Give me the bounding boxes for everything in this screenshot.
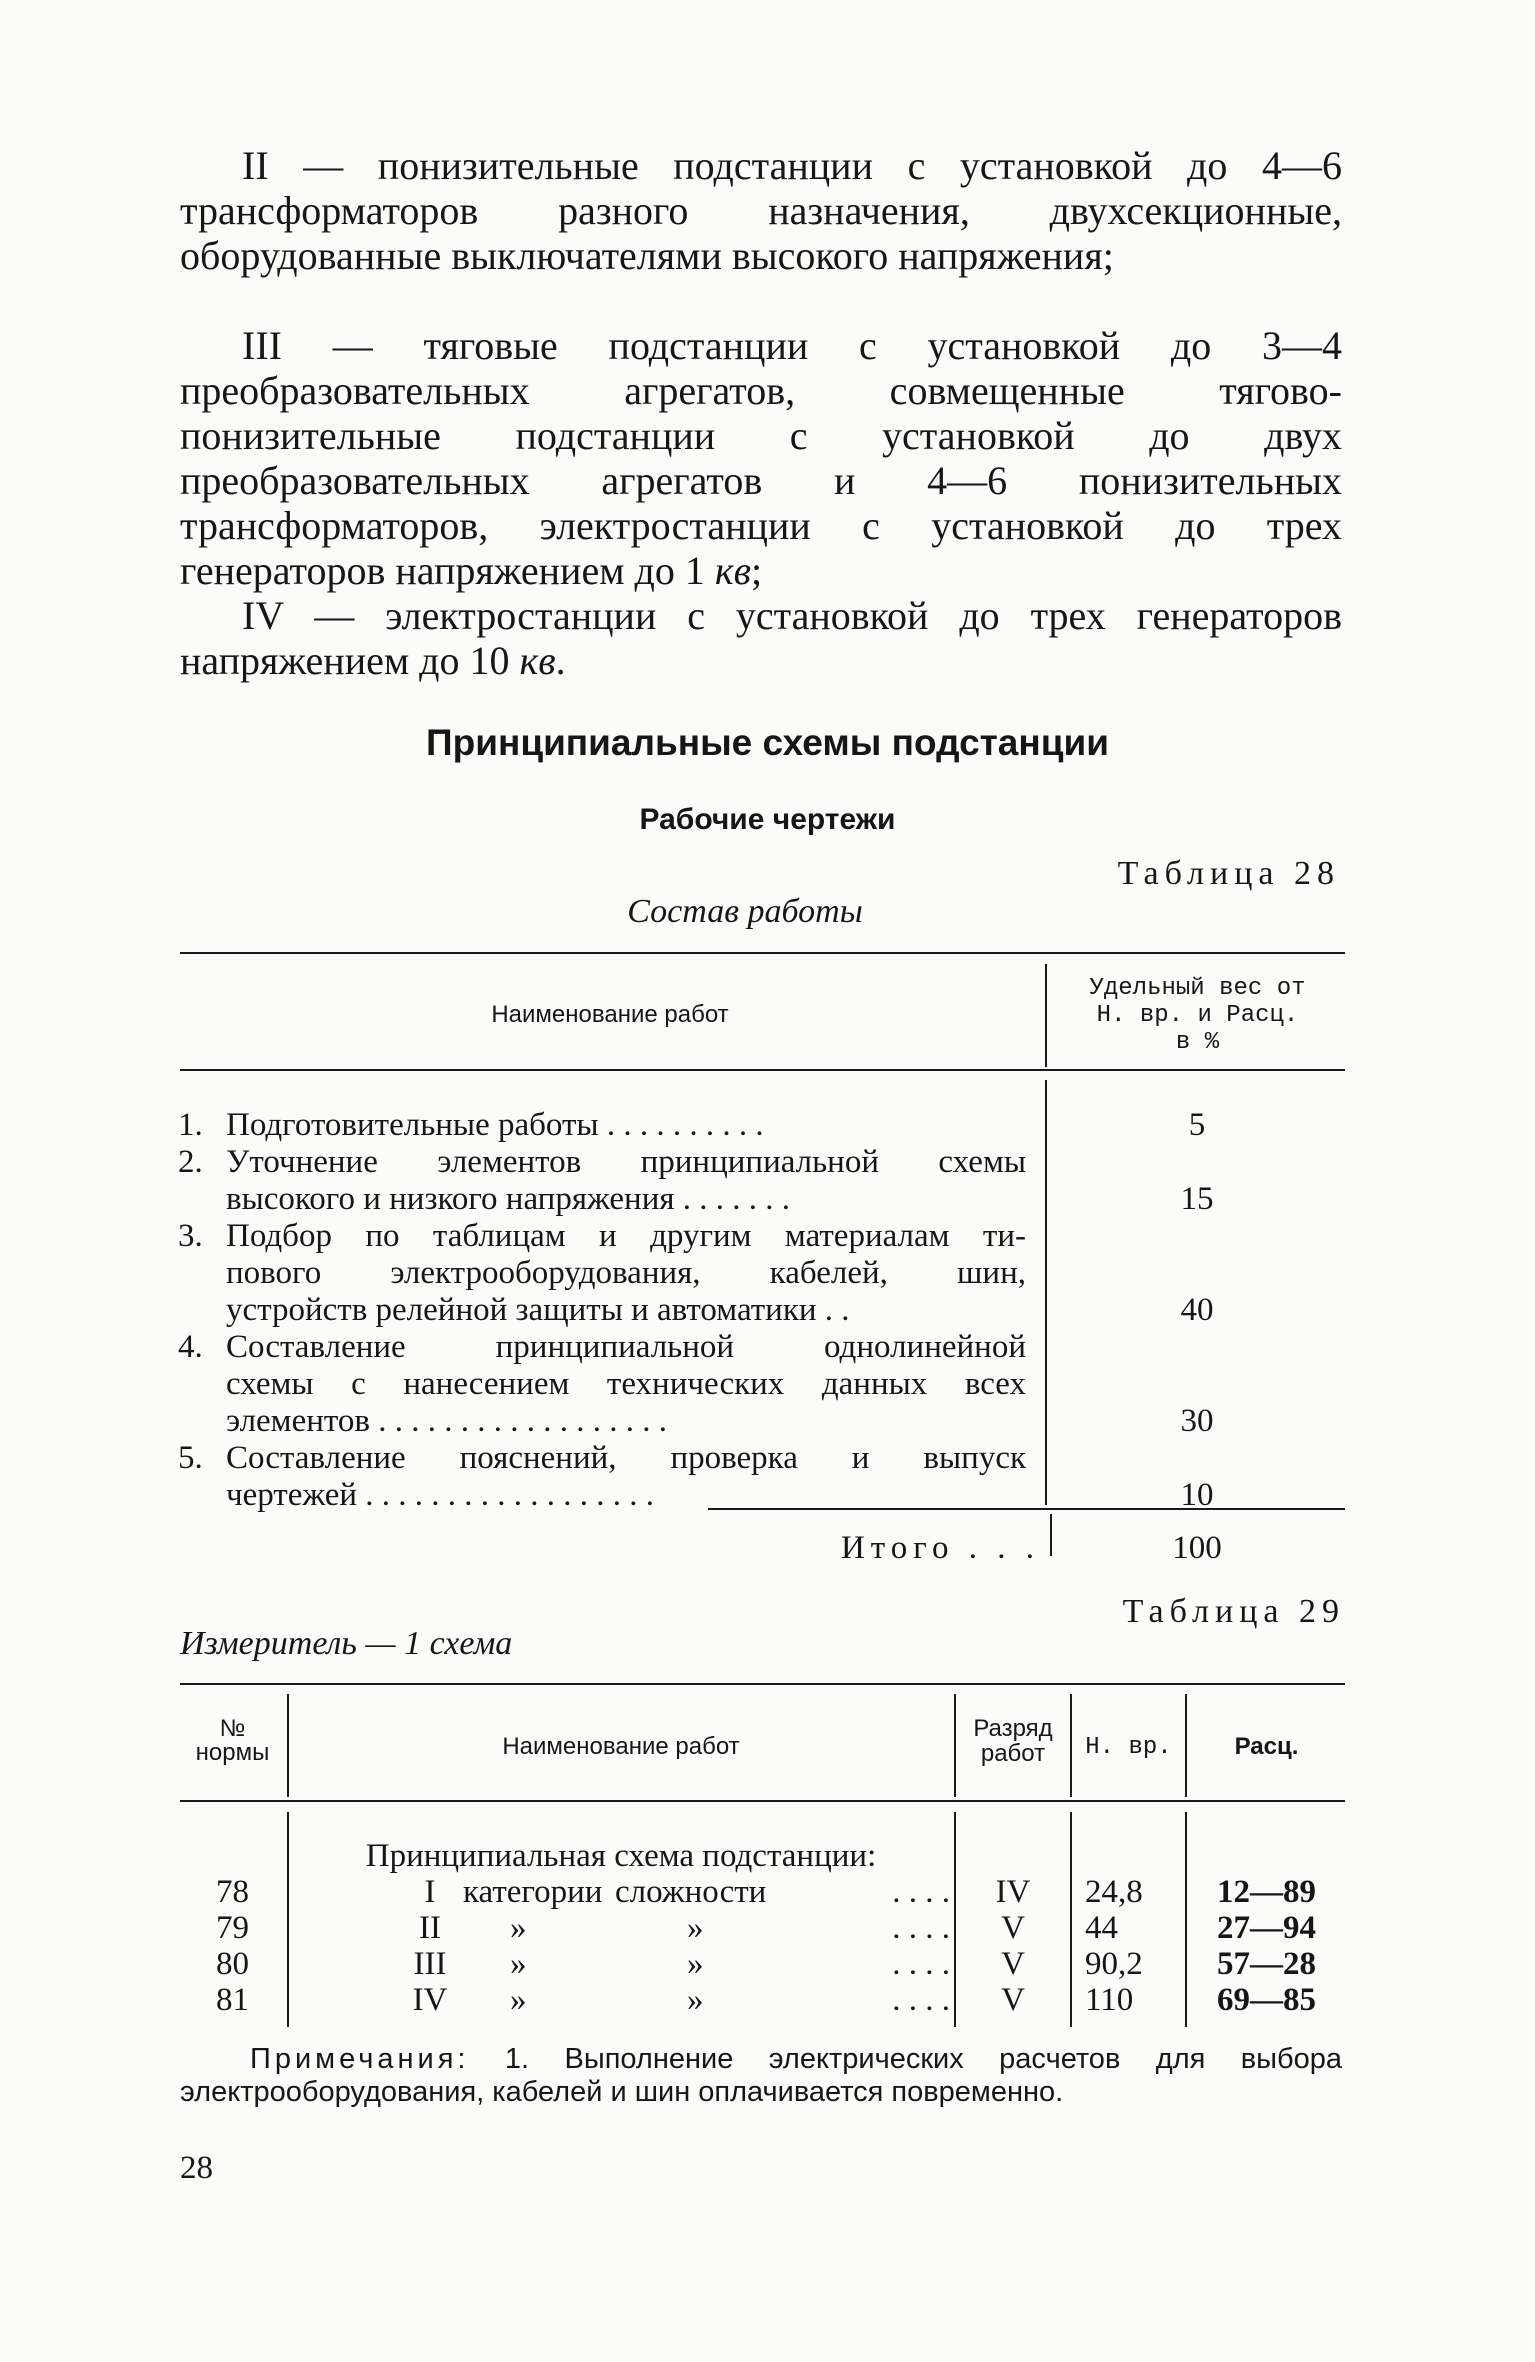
rate: 69—85	[1217, 1982, 1316, 2018]
paragraph-text: — тяговые подстанции с установкой до 3—4 преобразовательных агрегатов, совмещенные тягово-понизительные подстанции с установкой до двух преобразовательных агрегатов и 4—6 понизительных трансформаторов, электростанции с установкой до трех генераторов напряжением до 1	[180, 323, 1342, 593]
paragraph-category-2	[180, 143, 1342, 278]
weight-value: 15	[1180, 1181, 1214, 1217]
table-29-divider	[1070, 1694, 1072, 1797]
row-number: 1.	[178, 1107, 203, 1143]
note-text: 1. Выполнение электрических расчетов для выбора электрооборудования, кабелей и шин оплачивается повременно.	[180, 2043, 1342, 2108]
weight-value: 30	[1180, 1403, 1214, 1439]
col-weight-line: Удельный вес от	[1089, 975, 1306, 1002]
table-28-body	[178, 1107, 1048, 1513]
roman-numeral: II	[242, 143, 269, 188]
col-grade-line: работ	[980, 1740, 1046, 1767]
table-28-top-rule	[180, 952, 1345, 954]
table-28-total-value: 100	[1172, 1530, 1222, 1566]
row-text: элементов . . . . . . . . . . . . . . . . . .	[226, 1403, 667, 1439]
table-28-header-divider	[1045, 964, 1047, 1067]
row-text: Составление принципиальной однолинейной	[226, 1329, 1026, 1365]
table-28-header-rule	[180, 1069, 1345, 1071]
table-29-col-name: Наименование работ	[502, 1733, 740, 1760]
grade: IV	[995, 1874, 1031, 1910]
roman-numeral: III	[242, 323, 282, 368]
row-number: 2.	[178, 1144, 203, 1180]
paragraph-text: — электростанции с установкой до трех генераторов напряжением до 10	[180, 593, 1342, 683]
table-29-group-title: Принципиальная схема подстанции:	[365, 1838, 877, 1874]
grade: V	[1001, 1982, 1025, 2018]
ditto-mark: »	[510, 1910, 527, 1946]
category: II	[419, 1910, 441, 1946]
rate: 12—89	[1217, 1874, 1316, 1910]
row-number: 3.	[178, 1218, 203, 1254]
norm-number: 80	[216, 1946, 249, 1982]
unit-text: кв	[714, 548, 751, 593]
weight-value: 10	[1180, 1477, 1214, 1513]
table-29-divider	[954, 1694, 956, 1797]
unit-text: кв	[519, 638, 556, 683]
row-number: 4.	[178, 1329, 203, 1365]
table-29-col-num	[180, 1717, 285, 1765]
ditto-mark: »	[687, 1910, 704, 1946]
table-28-total-label: Итого . . .	[840, 1530, 1040, 1566]
table-29-label: Таблица 29	[1122, 1593, 1345, 1630]
table-note	[180, 2043, 1342, 2109]
norm-time: 110	[1085, 1982, 1134, 2018]
table-29-body	[180, 1874, 1345, 2024]
paragraph-category-4	[180, 593, 1342, 683]
leader-dots: . . . .	[892, 1982, 950, 2018]
norm-time: 90,2	[1085, 1946, 1143, 1982]
punctuation: .	[555, 638, 566, 683]
leader-dots: . . . .	[892, 1946, 950, 1982]
row-text: пового электрооборудования, кабелей, шин,	[226, 1255, 1026, 1291]
norm-number: 78	[216, 1874, 249, 1910]
table-29-col-time: Н. вр.	[1085, 1734, 1172, 1761]
grade: V	[1001, 1910, 1025, 1946]
paragraph-text: — понизительные подстанции с установкой до 4—6 трансформаторов разного назначения, двухсекционные, оборудованные выключателями высокого напряжения;	[180, 143, 1342, 278]
col-weight-line: Н. вр. и Расц.	[1096, 1002, 1299, 1029]
category: III	[413, 1946, 447, 1982]
table-29-col-grade	[957, 1716, 1069, 1766]
page-number: 28	[180, 2150, 213, 2186]
category-word: категории	[463, 1874, 603, 1910]
ditto-mark: »	[687, 1982, 704, 2018]
ditto-mark: »	[510, 1982, 527, 2018]
weight-value: 5	[1188, 1107, 1206, 1143]
norm-time: 44	[1085, 1910, 1118, 1946]
table-29-top-rule	[180, 1683, 1345, 1685]
col-grade-line: Разряд	[973, 1715, 1053, 1742]
row-number: 5.	[178, 1440, 203, 1476]
punctuation: ;	[750, 548, 763, 593]
table-28-label: Таблица 28	[1117, 855, 1340, 892]
leader-dots: . . . .	[892, 1874, 950, 1910]
row-text: схемы с нанесением технических данных всех	[226, 1366, 1026, 1402]
rate: 27—94	[1217, 1910, 1316, 1946]
row-text: Составление пояснений, проверка и выпуск	[226, 1440, 1026, 1476]
rate: 57—28	[1217, 1946, 1316, 1982]
leader-dots: . . . .	[892, 1910, 950, 1946]
table-29-divider	[287, 1694, 289, 1797]
category: I	[424, 1874, 436, 1910]
row-text: устройств релейной защиты и автоматики . .	[226, 1292, 850, 1328]
row-text: Уточнение элементов принципиальной схемы	[226, 1144, 1026, 1180]
norm-number: 81	[216, 1982, 249, 2018]
complexity-word: сложности	[615, 1874, 767, 1910]
weight-value: 40	[1180, 1292, 1214, 1328]
norm-number: 79	[216, 1910, 249, 1946]
col-num-line: нормы	[195, 1739, 270, 1766]
section-title: Принципиальные схемы подстанции	[426, 722, 1109, 763]
row-text: Подготовительные работы . . . . . . . . . .	[226, 1107, 764, 1143]
ditto-mark: »	[687, 1946, 704, 1982]
table-28-values	[1047, 1107, 1347, 1513]
col-num-line: №	[219, 1715, 246, 1742]
paragraph-category-3	[180, 323, 1342, 593]
category: IV	[412, 1982, 448, 2018]
row-text: чертежей . . . . . . . . . . . . . . . . . .	[226, 1477, 655, 1513]
table-28-col-name: Наименование работ	[491, 1001, 729, 1028]
table-29-col-rate: Расц.	[1234, 1733, 1299, 1760]
norm-time: 24,8	[1085, 1874, 1143, 1910]
table-29-header-rule	[180, 1800, 1345, 1802]
section-subtitle: Рабочие чертежи	[639, 803, 896, 836]
note-label: Примечания:	[250, 2043, 470, 2075]
roman-numeral: IV	[242, 593, 284, 638]
table-29-divider	[1185, 1694, 1187, 1797]
table-28-col-weight	[1050, 975, 1345, 1056]
grade: V	[1001, 1946, 1025, 1982]
col-weight-line: в %	[1175, 1029, 1220, 1056]
row-text: высокого и низкого напряжения . . . . . . .	[226, 1181, 791, 1217]
table-28-caption: Состав работы	[627, 893, 863, 930]
row-text: Подбор по таблицам и другим материалам ти-	[226, 1218, 1026, 1254]
ditto-mark: »	[510, 1946, 527, 1982]
table-29-caption: Измеритель — 1 схема	[180, 1625, 513, 1662]
